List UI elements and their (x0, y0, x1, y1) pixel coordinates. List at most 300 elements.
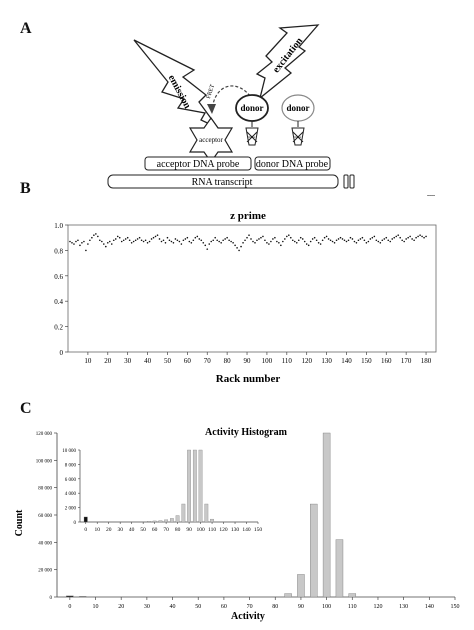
y-tick-label: 60 000 (38, 514, 52, 519)
z-prime-point (292, 239, 294, 241)
histogram-bar (285, 594, 292, 597)
z-prime-point (322, 239, 324, 241)
donor-fluorophore-2 (282, 95, 314, 145)
z-prime-point (372, 237, 374, 239)
y-tick-label: 0.4 (54, 298, 63, 307)
z-prime-point (308, 245, 310, 247)
y-tick-label: 1.0 (54, 222, 63, 230)
z-prime-point (210, 241, 212, 243)
panel-label-a: A (20, 20, 32, 37)
x-tick-label: 110 (281, 357, 292, 365)
fret-diagram (0, 0, 474, 195)
inset-x-tick-label: 100 (196, 527, 205, 533)
x-tick-label: 0 (68, 604, 72, 610)
z-prime-point (324, 237, 326, 239)
z-prime-point (133, 241, 135, 243)
inset-histogram-bar (205, 504, 208, 522)
z-prime-point (415, 237, 417, 239)
y-tick-label: 80 000 (38, 486, 52, 492)
z-prime-point (220, 242, 222, 244)
donor-linker-label-1: linker (248, 135, 256, 139)
z-prime-point (141, 239, 143, 241)
histogram-bar (297, 574, 304, 597)
x-tick-label: 30 (124, 357, 132, 365)
panel-label-b: B (20, 180, 31, 197)
z-prime-point (77, 239, 79, 241)
z-prime-point (111, 243, 113, 245)
z-prime-point (79, 245, 81, 247)
z-prime-point (131, 242, 133, 244)
histogram-bar (323, 433, 330, 597)
x-tick-label: 120 (301, 357, 312, 365)
z-prime-point (161, 241, 163, 243)
z-prime-point (189, 241, 191, 243)
z-prime-point (185, 238, 187, 240)
z-prime-point (232, 242, 234, 244)
z-prime-point (340, 237, 342, 239)
z-prime-point (354, 241, 356, 243)
z-prime-point (334, 242, 336, 244)
inset-histogram-bar (210, 519, 213, 522)
x-tick-label: 100 (322, 604, 332, 610)
inset-histogram-bar (182, 504, 185, 522)
fret-label: FRET (205, 83, 217, 100)
z-prime-point (167, 237, 169, 239)
z-prime-point (175, 238, 177, 240)
activity-histogram-ylabel: Count (14, 509, 25, 537)
x-tick-label: 20 (104, 357, 112, 365)
x-tick-label: 150 (361, 357, 372, 365)
z-prime-point (284, 238, 286, 240)
z-prime-point (405, 238, 407, 240)
x-tick-label: 130 (321, 357, 332, 365)
z-prime-point (300, 237, 302, 239)
inset-x-tick-label: 140 (242, 527, 251, 533)
z-prime-point (278, 242, 280, 244)
z-prime-point (387, 239, 389, 241)
inset-histogram-bar (187, 450, 190, 522)
activity-histogram-chart (0, 405, 474, 630)
x-tick-label: 30 (143, 604, 150, 610)
x-tick-label: 60 (220, 604, 227, 610)
z-prime-point (401, 239, 403, 241)
x-tick-label: 10 (84, 357, 92, 365)
z-prime-point (344, 239, 346, 241)
x-tick-label: 90 (297, 604, 304, 610)
z-prime-point (73, 243, 75, 245)
inset-histogram-bar (153, 521, 156, 522)
z-prime-point (417, 236, 419, 238)
z-prime-point (248, 234, 250, 236)
inset-y-tick-label: 8 000 (64, 463, 76, 469)
inset-x-tick-label: 40 (128, 527, 135, 533)
inset-y-tick-label: 10 000 (62, 449, 76, 454)
z-prime-point (296, 242, 298, 244)
z-prime-point (155, 236, 157, 238)
z-prime-point (320, 243, 322, 245)
z-prime-point (240, 246, 242, 248)
z-prime-point (195, 237, 197, 239)
z-prime-point (193, 239, 195, 241)
z-prime-point (254, 242, 256, 244)
z-prime-point (302, 238, 304, 240)
z-prime-point (238, 250, 240, 252)
inset-histogram-bar (170, 518, 173, 522)
inset-y-tick-label: 2 000 (64, 506, 76, 512)
z-prime-point (389, 241, 391, 243)
z-prime-point (314, 237, 316, 239)
z-prime-point (218, 241, 220, 243)
z-prime-point (256, 239, 258, 241)
z-prime-point (262, 236, 264, 238)
z-prime-point (145, 239, 147, 241)
z-prime-point (385, 237, 387, 239)
z-prime-point (183, 239, 185, 241)
y-tick-label: 0 (59, 349, 63, 357)
z-prime-point (212, 239, 214, 241)
z-prime-point (169, 239, 171, 241)
inset-x-tick-label: 0 (84, 527, 88, 533)
z-prime-point (151, 238, 153, 240)
z-prime-point (242, 242, 244, 244)
z-prime-point (202, 242, 204, 244)
rna-end-cap-2 (350, 175, 354, 188)
z-prime-point (105, 246, 107, 248)
z-prime-point (298, 239, 300, 241)
z-prime-point (346, 241, 348, 243)
z-prime-point (81, 242, 83, 244)
inset-y-tick-label: 4 000 (64, 492, 76, 498)
z-prime-point (366, 242, 368, 244)
z-prime-point (252, 241, 254, 243)
z-prime-point (230, 241, 232, 243)
z-prime-point (403, 241, 405, 243)
excitation-bolt (257, 25, 318, 98)
donor-linker-2 (292, 121, 304, 145)
histogram-bar (66, 596, 73, 597)
z-prime-point (208, 243, 210, 245)
z-prime-point (89, 239, 91, 241)
z-prime-point (139, 237, 141, 239)
activity-histogram-xlabel: Activity (231, 611, 265, 622)
inset-x-tick-label: 150 (253, 527, 263, 533)
x-tick-label: 140 (341, 357, 352, 365)
z-prime-point (127, 237, 129, 239)
z-prime-point (250, 238, 252, 240)
rna-end-cap-1 (344, 175, 348, 188)
donor-linker-1 (246, 121, 258, 145)
x-tick-label: 70 (203, 357, 211, 365)
z-prime-point (328, 238, 330, 240)
z-prime-point (268, 243, 270, 245)
z-prime-point (216, 239, 218, 241)
inset-histogram-bar (176, 516, 179, 522)
z-prime-point (290, 237, 292, 239)
z-prime-point (107, 242, 109, 244)
z-prime-point (246, 237, 248, 239)
z-prime-point (121, 241, 123, 243)
inset-x-tick-label: 120 (219, 527, 228, 533)
z-prime-point (171, 241, 173, 243)
z-prime-point (282, 241, 284, 243)
z-prime-point (244, 239, 246, 241)
histogram-bar (310, 504, 317, 597)
x-tick-label: 120 (373, 604, 383, 610)
z-prime-point (342, 238, 344, 240)
z-prime-point (336, 239, 338, 241)
z-prime-point (99, 239, 101, 241)
z-prime-point (370, 238, 372, 240)
z-prime-point (123, 239, 125, 241)
x-tick-label: 70 (246, 604, 253, 610)
z-prime-point (264, 239, 266, 241)
z-prime-point (93, 234, 95, 236)
z-prime-point (196, 236, 198, 238)
z-prime-chart (0, 195, 474, 395)
acceptor-star (190, 118, 232, 162)
inset-histogram-bar (147, 521, 150, 522)
z-prime-point (409, 236, 411, 238)
z-prime-point (427, 195, 429, 196)
z-prime-point (266, 242, 268, 244)
z-prime-point (157, 234, 159, 236)
activity-histogram-title: Activity Histogram (205, 427, 287, 438)
z-prime-point (413, 239, 415, 241)
x-tick-label: 100 (261, 357, 273, 365)
z-prime-point (95, 233, 97, 235)
x-tick-label: 10 (92, 604, 99, 610)
z-prime-point (137, 238, 139, 240)
y-tick-label: 0.6 (54, 272, 63, 281)
rna-transcript-label: RNA transcript (191, 177, 253, 188)
y-tick-label: 20 000 (38, 568, 52, 574)
z-prime-point (113, 239, 115, 241)
z-prime-point (348, 239, 350, 241)
excitation-label: excitation (270, 35, 306, 76)
inset-y-tick-label: 6 000 (64, 477, 76, 483)
z-prime-point (274, 237, 276, 239)
z-prime-point (399, 237, 401, 239)
z-prime-point (200, 239, 202, 241)
z-prime-point (97, 236, 99, 238)
z-prime-point (429, 195, 431, 196)
z-prime-point (350, 237, 352, 239)
z-prime-point (304, 241, 306, 243)
z-prime-point (159, 238, 161, 240)
inset-histogram-bar (199, 450, 202, 522)
z-prime-point (204, 245, 206, 247)
z-prime-point (234, 245, 236, 247)
z-prime-point (125, 238, 127, 240)
inset-x-tick-label: 70 (163, 527, 169, 533)
emission-bolt (134, 40, 218, 128)
z-prime-point (294, 241, 296, 243)
z-prime-point (419, 234, 421, 236)
z-prime-point (360, 238, 362, 240)
x-tick-label: 80 (272, 604, 279, 610)
inset-y-tick-label: 0 (73, 521, 76, 526)
x-tick-label: 50 (163, 357, 171, 365)
x-tick-label: 80 (223, 357, 231, 365)
inset-x-tick-label: 30 (117, 527, 123, 533)
z-prime-point (376, 239, 378, 241)
donor-fluorophore-1 (236, 95, 268, 145)
y-tick-label: 0.2 (54, 323, 63, 332)
x-tick-label: 40 (144, 357, 152, 365)
z-prime-point (332, 241, 334, 243)
donor-probe-label: donor DNA probe (255, 159, 329, 170)
z-prime-point (362, 237, 364, 239)
z-prime-point (381, 239, 383, 241)
z-prime-point (181, 243, 183, 245)
inset-x-tick-label: 60 (151, 527, 158, 533)
z-prime-point (224, 238, 226, 240)
z-prime-point (149, 241, 151, 243)
inset-x-tick-label: 20 (105, 527, 112, 533)
histogram-bar (349, 594, 356, 597)
x-tick-label: 180 (420, 357, 432, 365)
z-prime-point (258, 238, 260, 240)
inset-x-tick-label: 10 (94, 527, 100, 533)
z-prime-plot-frame (68, 225, 436, 352)
z-prime-point (326, 236, 328, 238)
z-prime-point (91, 237, 93, 239)
z-prime-point (101, 241, 103, 243)
donor-linker-label-2: linker (294, 135, 302, 139)
z-prime-point (395, 236, 397, 238)
z-prime-point (380, 242, 382, 244)
z-prime-point (358, 239, 360, 241)
fret-arrowhead (207, 104, 216, 114)
y-tick-label: 100 000 (35, 459, 52, 465)
donor-label-1: donor (240, 103, 264, 113)
z-prime-point (69, 241, 71, 243)
inset-histogram-bar (164, 520, 167, 522)
z-prime-point (286, 236, 288, 238)
y-tick-label: 120 000 (35, 432, 52, 437)
z-prime-point (338, 238, 340, 240)
z-prime-point (103, 243, 105, 245)
y-tick-label: 0 (49, 596, 52, 601)
donor-label-2: donor (286, 103, 310, 113)
z-prime-point (356, 242, 358, 244)
x-tick-label: 150 (450, 604, 460, 610)
z-prime-point (330, 239, 332, 241)
x-tick-label: 90 (243, 357, 251, 365)
z-prime-point (368, 241, 370, 243)
z-prime-point (433, 195, 435, 196)
inset-x-tick-label: 80 (174, 527, 181, 533)
x-tick-label: 170 (400, 357, 412, 365)
z-prime-point (421, 236, 423, 238)
z-prime-point (306, 243, 308, 245)
emission-label: emission (165, 73, 193, 111)
z-prime-point (163, 239, 165, 241)
x-tick-label: 20 (118, 604, 125, 610)
z-prime-point (318, 242, 320, 244)
z-prime-point (135, 239, 137, 241)
z-prime-point (316, 239, 318, 241)
z-prime-point (352, 238, 354, 240)
z-prime-point (191, 242, 193, 244)
z-prime-point (214, 237, 216, 239)
z-prime-point (198, 238, 200, 240)
z-prime-point (143, 241, 145, 243)
z-prime-xlabel: Rack number (215, 373, 281, 385)
x-tick-label: 50 (195, 604, 202, 610)
z-prime-point (378, 241, 380, 243)
inset-histogram-bar (159, 521, 162, 522)
z-prime-point (236, 247, 238, 249)
y-tick-label: 40 000 (38, 541, 52, 547)
acceptor-probe-label: acceptor DNA probe (156, 159, 240, 170)
z-prime-point (374, 236, 376, 238)
z-prime-point (364, 239, 366, 241)
z-prime-point (179, 241, 181, 243)
histogram-bar (336, 540, 343, 597)
z-prime-point (312, 238, 314, 240)
z-prime-point (87, 243, 89, 245)
z-prime-point (393, 237, 395, 239)
z-prime-point (431, 195, 433, 196)
z-prime-point (187, 237, 189, 239)
z-prime-point (411, 238, 413, 240)
z-prime-point (260, 237, 262, 239)
z-prime-point (228, 239, 230, 241)
z-prime-point (310, 241, 312, 243)
z-prime-point (177, 239, 179, 241)
z-prime-point (391, 238, 393, 240)
z-prime-point (425, 236, 427, 238)
inset-x-tick-label: 50 (140, 527, 146, 533)
z-prime-point (270, 241, 272, 243)
z-prime-point (75, 241, 77, 243)
z-prime-point (383, 238, 385, 240)
x-tick-label: 60 (183, 357, 191, 365)
z-prime-point (85, 250, 87, 252)
x-tick-label: 130 (399, 604, 409, 610)
x-tick-label: 40 (169, 604, 176, 610)
z-prime-point (71, 242, 73, 244)
y-tick-label: 0.8 (54, 247, 63, 256)
z-prime-point (397, 234, 399, 236)
z-prime-point (206, 248, 208, 250)
z-prime-point (129, 239, 131, 241)
x-tick-label: 140 (424, 604, 434, 610)
z-prime-point (407, 237, 409, 239)
inset-x-tick-label: 130 (230, 527, 240, 533)
z-prime-point (226, 237, 228, 239)
z-prime-point (280, 245, 282, 247)
inset-x-tick-label: 90 (186, 527, 192, 533)
z-prime-point (272, 238, 274, 240)
x-tick-label: 110 (347, 604, 357, 610)
z-prime-point (165, 242, 167, 244)
z-prime-point (222, 239, 224, 241)
z-prime-point (288, 234, 290, 236)
z-prime-point (83, 241, 85, 243)
z-prime-point (147, 242, 149, 244)
z-prime-point (173, 242, 175, 244)
panel-label-c: C (20, 400, 32, 417)
z-prime-title: z prime (230, 210, 266, 222)
inset-histogram-bar (84, 517, 87, 522)
z-prime-point (119, 237, 121, 239)
z-prime-point (423, 237, 425, 239)
z-prime-point (153, 237, 155, 239)
z-prime-point (115, 238, 117, 240)
x-tick-label: 160 (381, 357, 392, 365)
